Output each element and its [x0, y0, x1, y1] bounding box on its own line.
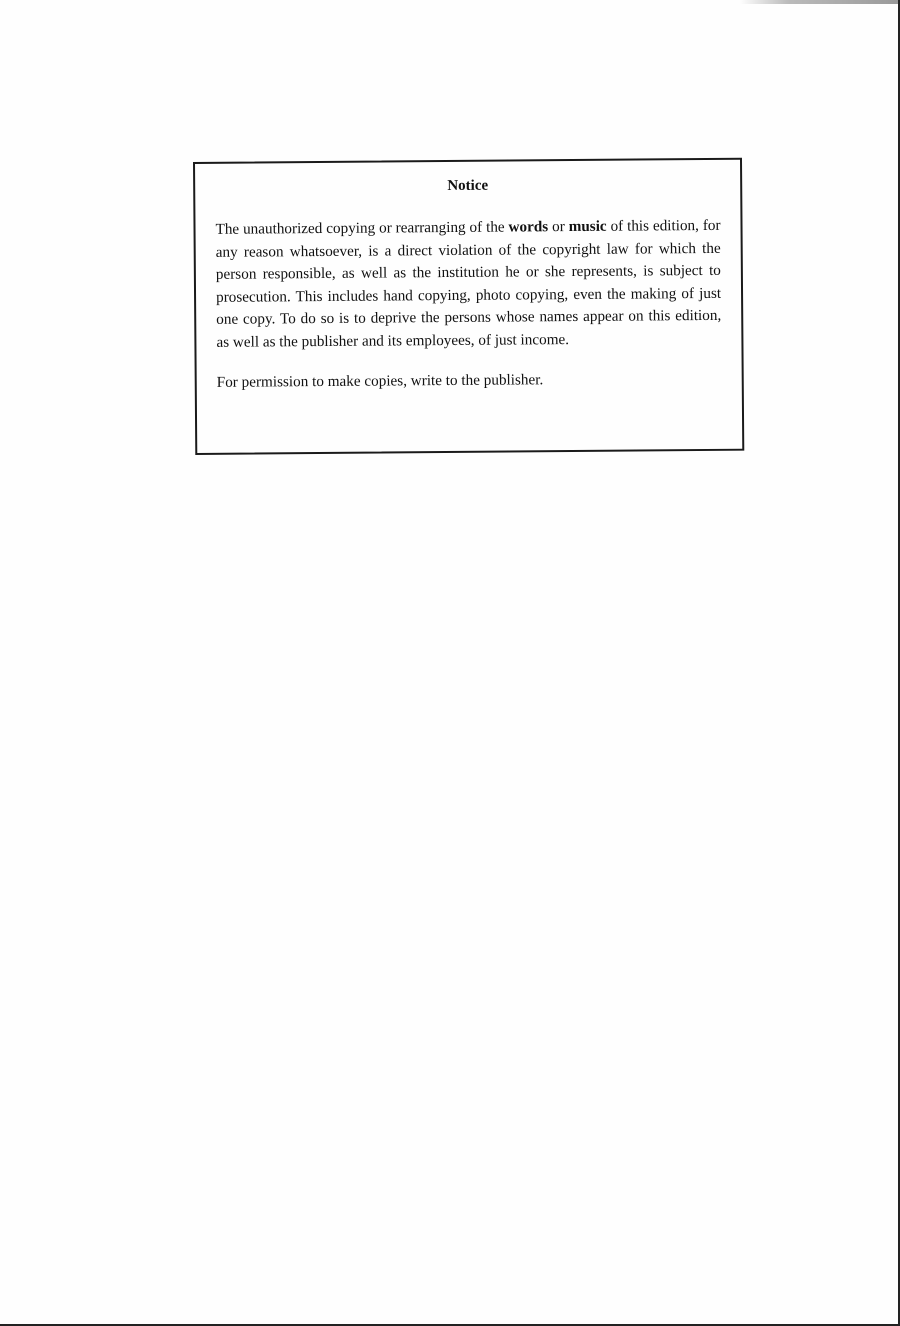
- notice-bold-words: words: [508, 218, 549, 236]
- notice-body-text: of this edition, for any reason whatsoever, is a direct violation of the copyright law for which the person responsible, as well as the institution he or she represents, is subject to prosecution. This includes hand copying, photo copying, even the making of just one copy. To do so is to deprive the persons whose names appear on this edition, as well as the publisher and its employees, of just income.: [215, 216, 722, 351]
- notice-body-text: The unauthorized copying or rearranging of the: [215, 218, 509, 238]
- scan-artifact: [740, 0, 900, 4]
- notice-permission: For permission to make copies, write to the publisher.: [216, 371, 544, 391]
- notice-title: Notice: [447, 177, 489, 195]
- notice-body-text: or: [548, 218, 569, 236]
- notice-bold-music: music: [568, 217, 607, 236]
- notice-body: [215, 215, 721, 354]
- notice-box: [193, 158, 744, 455]
